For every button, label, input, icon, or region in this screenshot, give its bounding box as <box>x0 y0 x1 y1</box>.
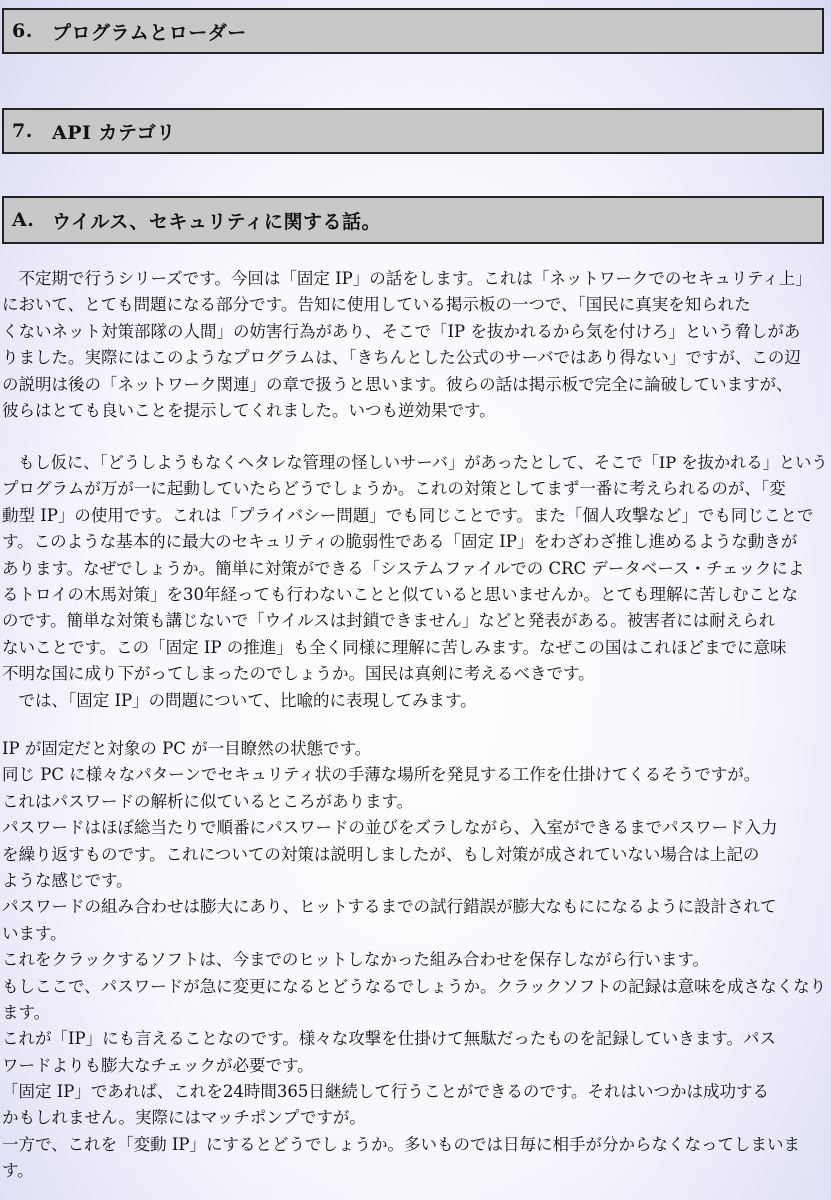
section-header-6 <box>2 8 824 54</box>
text-line: 動型 IP」の使用です。これは「プライバシー問題」でも同じことです。また「個人攻撃など」でも同じことで <box>2 505 814 525</box>
text-line: りました。実際にはこのようなプログラムは、「きちんとした公式のサーバではあり得ない」ですが、この辺 <box>2 348 801 368</box>
text-line: あります。なぜでしょうか。簡単に対策ができる「システムファイルでの CRC データベース・チェックによ <box>2 558 805 578</box>
text-line: IP が固定だと対象の PC が一目瞭然の状態です。 <box>2 739 372 758</box>
text-line: の説明は後の「ネットワーク関連」の章で扱うと思います。彼らの話は掲示板で完全に論破していますが、 <box>2 374 793 394</box>
text-line: 不定期で行うシリーズです。今回は「固定 IP」の話をします。これは「ネットワークでのセキュリティ上」 <box>2 269 812 288</box>
text-line: 一方で、これを「変動 IP」にするとどうでしょうか。多いものでは日毎に相手が分からなくなってしまいま <box>2 1134 801 1154</box>
text-line: す。このような基本的に最大のセキュリティの脆弱性である「固定 IP」をわざわざ推し進めるような動きが <box>2 532 798 552</box>
text-line: います。 <box>2 923 67 943</box>
text-line: 不明な国に成り下がってしまったのでしょうか。国民は真剣に考えるべきです。 <box>2 664 595 684</box>
text-line: 彼らはとても良いことを提示してくれました。いつも逆効果です。 <box>2 400 496 420</box>
text-line: ような感じです。 <box>2 870 133 890</box>
section-number: 6. <box>12 20 33 42</box>
text-line: す。 <box>2 1161 34 1181</box>
text-line: これをクラックするソフトは、今までのヒットしなかった組み合わせを保存しながら行います。 <box>2 950 710 970</box>
text-line: これはパスワードの解析に似ているところがあります。 <box>2 791 414 811</box>
text-line: くないネット対策部隊の人間」の妨害行為があり、そこで「IP を抜かれるから気を付けろ」という脅しがあ <box>2 321 801 341</box>
text-line: 「固定 IP」であれば、これを24時間365日継続して行うことができるのです。それはいつかは成功する <box>2 1082 770 1102</box>
paragraph-metaphor <box>2 736 828 1185</box>
section-number: 7. <box>12 120 33 142</box>
paragraph-countermeasure <box>2 450 828 714</box>
section-header-a <box>2 196 824 244</box>
text-line: ないことです。この「固定 IP の推進」も全く同様に理解に苦しみます。なぜこの国はこれほどまでに意味 <box>2 637 787 657</box>
paragraph-intro <box>2 266 828 424</box>
section-title: ウイルス、セキュリティに関する話。 <box>52 210 382 233</box>
text-line: もしここで、パスワードが急に変更になるとどうなるでしょうか。クラックソフトの記録は意味を成さなくなり <box>2 976 827 996</box>
section-number: A. <box>12 209 35 231</box>
text-line: において、とても問題になる部分です。告知に使用している掲示板の一つで、「国民に真実を知られた <box>2 295 751 315</box>
text-line: これが「IP」にも言えることなのです。様々な攻撃を仕掛けて無駄だったものを記録していきます。パス <box>2 1029 776 1049</box>
text-line: ます。 <box>2 1002 51 1022</box>
text-line: プログラムが万が一に起動していたらどうでしょうか。これの対策としてまず一番に考えられるのが、「変 <box>2 479 786 499</box>
text-line: のです。簡単な対策も講じないで「ウイルスは封鎖できません」などと発表がある。被害者には耐えられ <box>2 611 776 631</box>
section-title: API カテゴリ <box>52 121 176 144</box>
text-line: を繰り返すものです。これについての対策は説明しましたが、もし対策が成されていない場合は上記の <box>2 844 760 864</box>
text-line: るトロイの木馬対策」を30年経っても行わないことと似ていると思いませんか。とても理解に苦しむことな <box>2 584 799 604</box>
text-line: 同じ PC に様々なパターンでセキュリティ状の手薄な場所を発見する工作を仕掛けてくるそうですが。 <box>2 765 761 785</box>
section-title: プログラムとローダー <box>52 21 247 44</box>
text-line: パスワードはほぼ総当たりで順番にパスワードの並びをズラしながら、入室ができるまでパスワード入力 <box>2 818 778 838</box>
text-line: パスワードの組み合わせは膨大にあり、ヒットするまでの試行錯誤が膨大なもにになるように設計されて <box>2 897 777 917</box>
section-header-7 <box>2 108 824 154</box>
text-line: では、「固定 IP」の問題について、比喩的に表現してみます。 <box>2 690 477 710</box>
text-line: かもしれません。実際にはマッチポンプですが。 <box>2 1108 366 1128</box>
text-line: もし仮に、「どうしようもなくヘタレな管理の怪しいサーバ」があったとして、そこで「IP を抜かれる」という <box>2 453 828 472</box>
text-line: ワードよりも膨大なチェックが必要です。 <box>2 1055 314 1075</box>
